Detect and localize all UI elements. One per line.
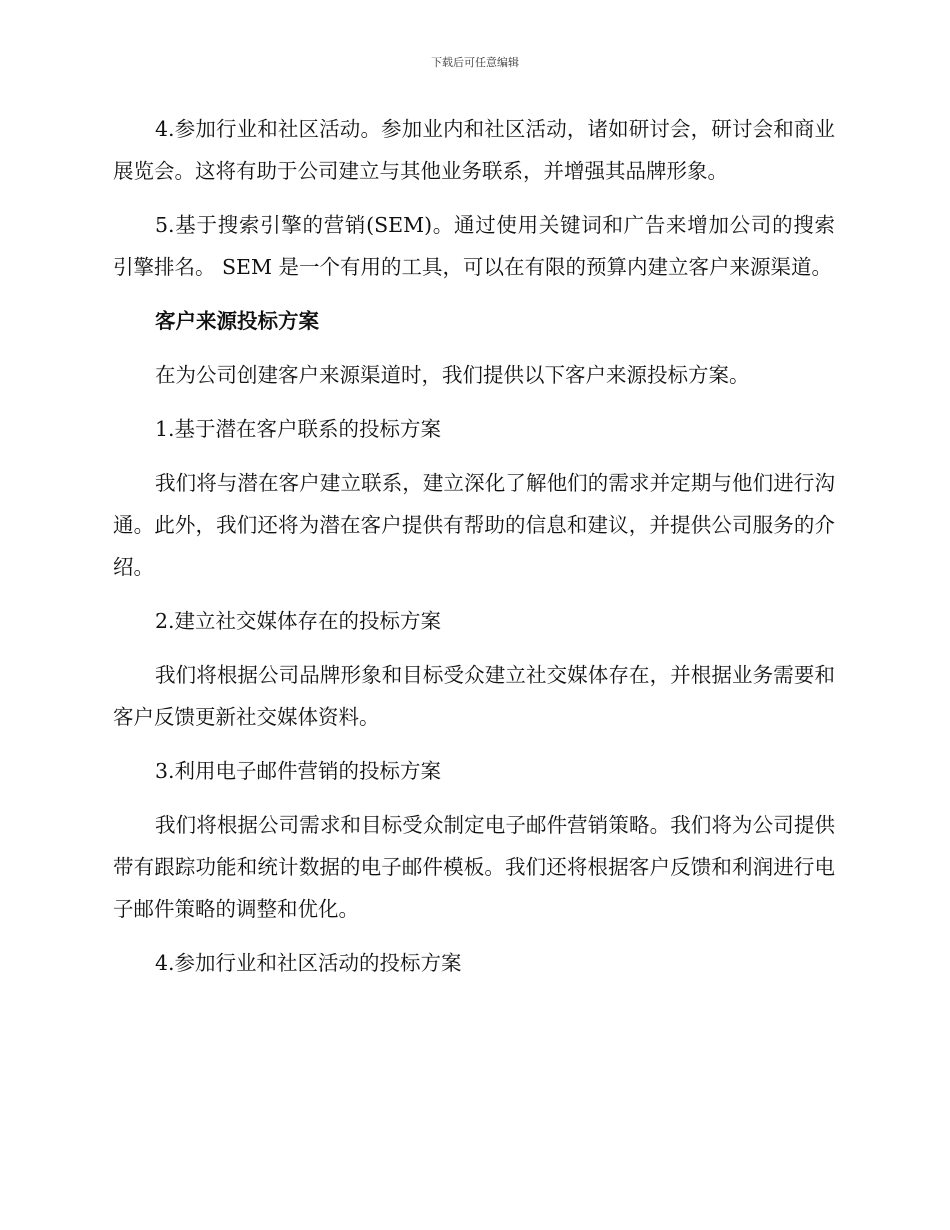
paragraph-intro: 在为公司创建客户来源渠道时，我们提供以下客户来源投标方案。: [155, 363, 750, 387]
page-header: 下载后可任意编辑: [431, 56, 519, 69]
item-body-3: 我们将根据公司需求和目标受众制定电子邮件营销策略。我们将为公司提供带有跟踪功能和统计数据的电子邮件模板。我们还将根据客户反馈和利润进行电子邮件策略的调整和优化。: [113, 813, 835, 921]
item-title-2: 2.建立社交媒体存在的投标方案: [155, 609, 442, 633]
section-heading: 客户来源投标方案: [155, 309, 319, 333]
paragraph-activities: 4.参加行业和社区活动。参加业内和社区活动，诸如研讨会，研讨会和商业展览会。这将有助于公司建立与其他业务联系，并增强其品牌形象。: [113, 117, 835, 183]
item-title-4: 4.参加行业和社区活动的投标方案: [155, 951, 462, 975]
item-title-1: 1.基于潜在客户联系的投标方案: [155, 417, 442, 441]
document-body: [113, 108, 835, 984]
paragraph-sem: 5.基于搜索引擎的营销(SEM)。通过使用关键词和广告来增加公司的搜索引擎排名。 SEM 是一个有用的工具，可以在有限的预算内建立客户来源渠道。: [113, 213, 835, 279]
item-title-3: 3.利用电子邮件营销的投标方案: [155, 759, 442, 783]
item-body-1: 我们将与潜在客户建立联系，建立深化了解他们的需求并定期与他们进行沟通。此外，我们还将为潜在客户提供有帮助的信息和建议，并提供公司服务的介绍。: [113, 471, 835, 579]
item-body-2: 我们将根据公司品牌形象和目标受众建立社交媒体存在，并根据业务需要和客户反馈更新社交媒体资料。: [113, 663, 835, 729]
